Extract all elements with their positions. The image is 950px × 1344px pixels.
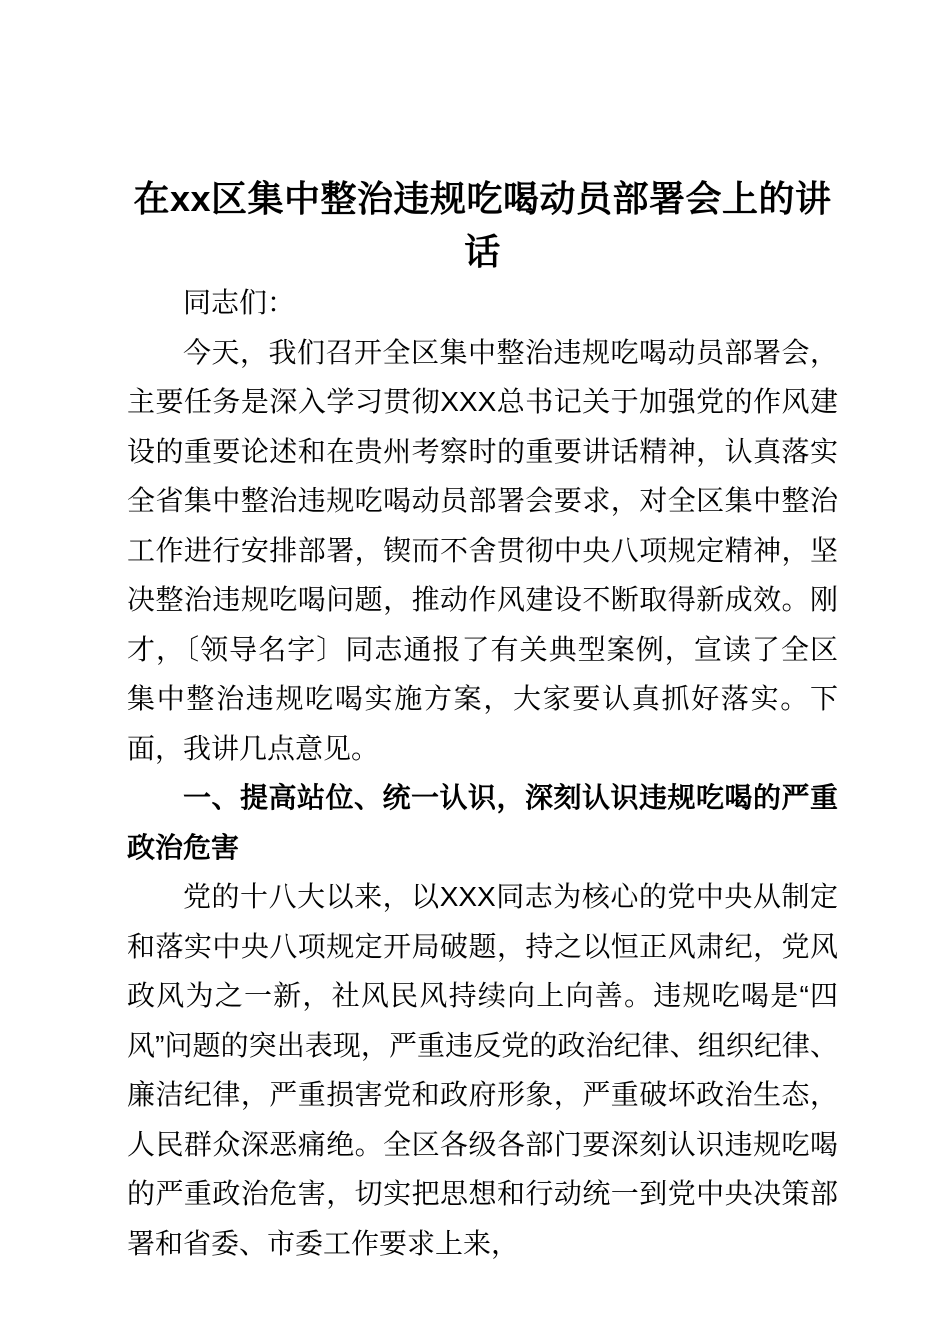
salutation-line: 同志们： <box>183 287 296 318</box>
paragraph-section-1-body: 党的十八大以来，以XXX同志为核心的党中央从制定和落实中央八项规定开局破题，持之以恒正风肃纪，党风政风为之一新，社风民风持续向上向善。违规吃喝是“四风”问题的突出表现，严重违反党的政治纪律、组织纪律、廉洁纪律，严重损害党和政府形象，严重破坏政治生态，人民群众深恶痛绝。全区各级各部门要深刻认识违规吃喝的严重政治危害，切实把思想和行动统一到党中央决策部署和省委、市委工作要求上来， <box>127 881 838 1259</box>
document-title: 在xx区集中整治违规吃喝动员部署会上的讲话 <box>133 178 832 272</box>
paragraph-intro: 今天，我们召开全区集中整治违规吃喝动员部署会，主要任务是深入学习贯彻XXX总书记关于加强党的作风建设的重要论述和在贵州考察时的重要讲话精神，认真落实全省集中整治违规吃喝动员部署会要求，对全区集中整治工作进行安排部署，锲而不舍贯彻中央八项规定精神，坚决整治违规吃喝问题，推动作风建设不断取得新成效。刚才，〔领导名字〕同志通报了有关典型案例，宣读了全区集中整治违规吃喝实施方案，大家要认真抓好落实。下面，我讲几点意见。 <box>127 336 838 764</box>
section-heading-1: 一、提高站位、统一认识，深刻认识违规吃喝的严重政治危害 <box>127 782 838 863</box>
